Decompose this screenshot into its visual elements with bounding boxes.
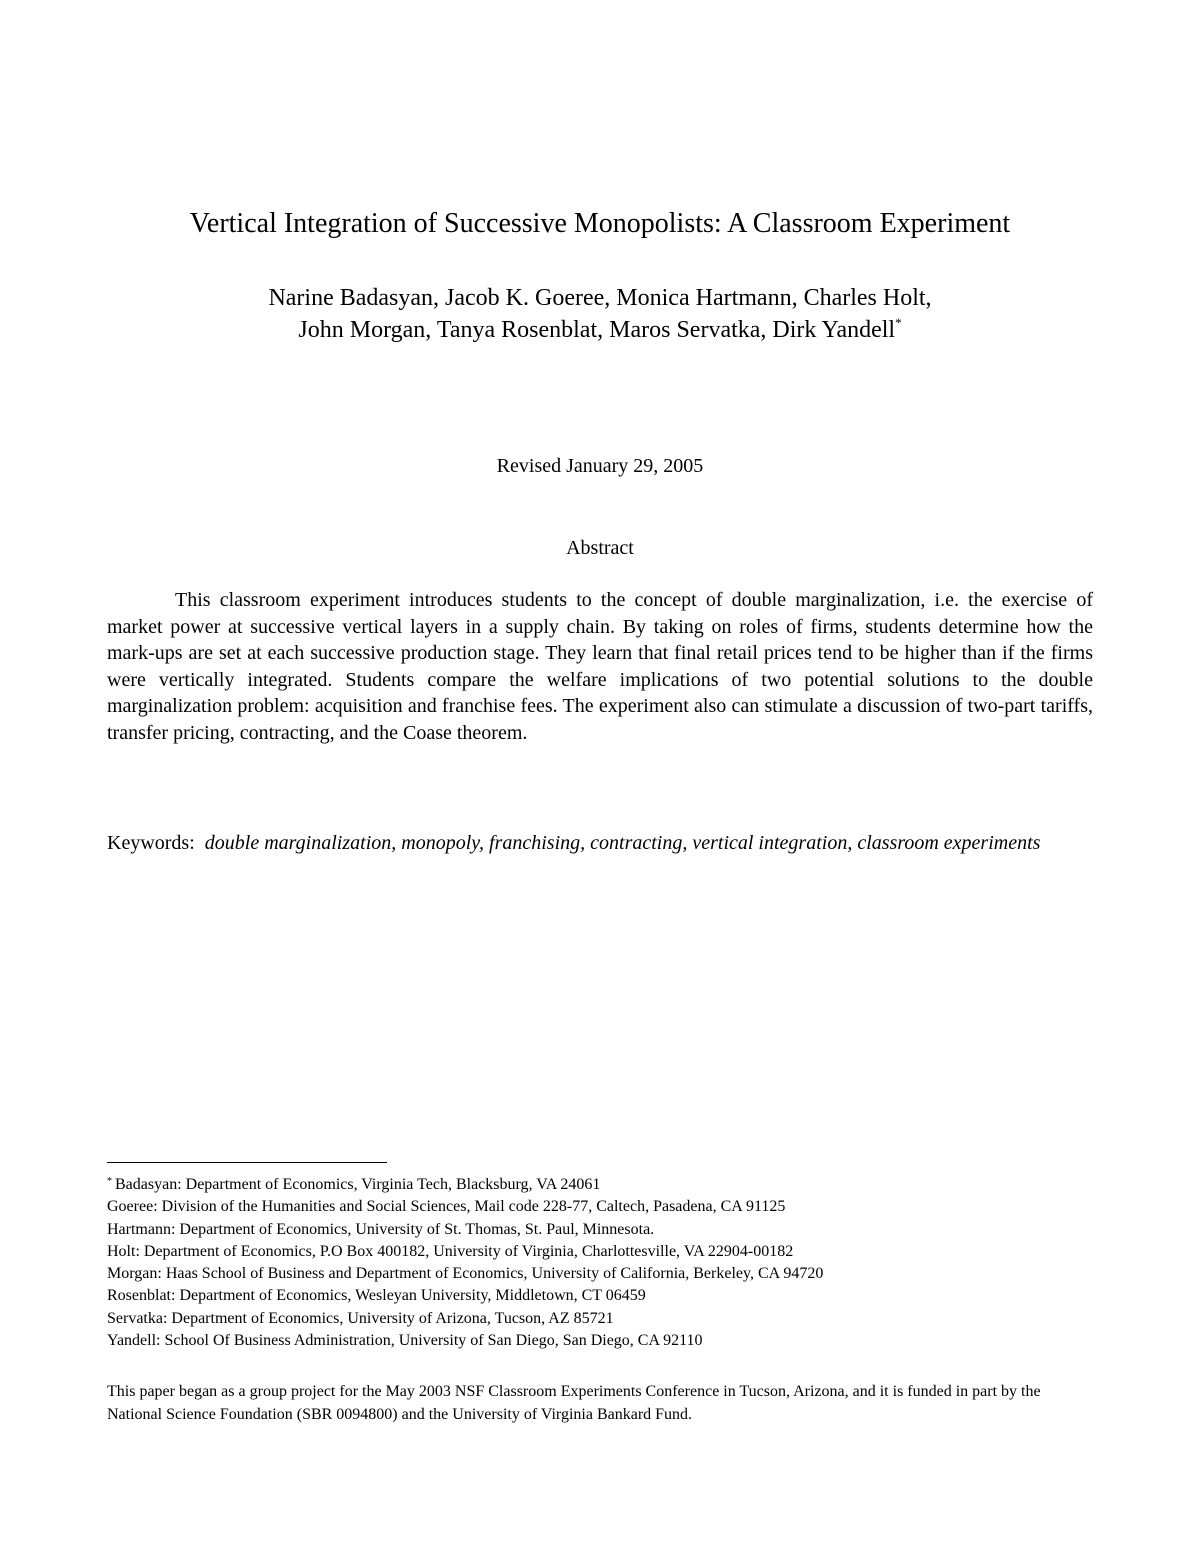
keywords (107, 829, 1093, 857)
footnote-line: Servatka: Department of Economics, University of Arizona, Tucson, AZ 85721 (107, 1309, 614, 1327)
revision-date: Revised January 29, 2005 (496, 455, 704, 477)
footnote-line: Morgan: Haas School of Business and Department of Economics, University of California, Berkeley, CA 94720 (107, 1265, 824, 1283)
funding-note: This paper began as a group project for the May 2003 NSF Classroom Experiments Conference in Tucson, Arizona, and it is funded in part by the National Science Foundation (SBR 0094800) and the University of Virginia Bankard Fund. (107, 1383, 1041, 1423)
author-line-2-wrapper (0, 314, 1200, 346)
footnote-list (107, 1174, 1107, 1352)
footnote-line: Rosenblat: Department of Economics, Wesleyan University, Middletown, CT 06459 (107, 1287, 646, 1305)
footnote-line: Goeree: Division of the Humanities and Social Sciences, Mail code 228-77, Caltech, Pasadena, CA 91125 (107, 1198, 786, 1216)
footnote-text: Badasyan: Department of Economics, Virginia Tech, Blacksburg, VA 24061 (115, 1176, 601, 1193)
author-list (0, 282, 1200, 346)
footnote-line: Yandell: School Of Business Administration, University of San Diego, San Diego, CA 92110 (107, 1332, 703, 1350)
footnote-line: Hartmann: Department of Economics, University of St. Thomas, St. Paul, Minnesota. (107, 1220, 655, 1238)
abstract-heading: Abstract (566, 537, 634, 559)
footnote-marker: * (107, 1176, 112, 1187)
footnote-line (107, 1174, 1107, 1196)
author-line-1: Narine Badasyan, Jacob K. Goeree, Monica Hartmann, Charles Holt, (268, 285, 932, 311)
keywords-label: Keywords: (107, 832, 195, 854)
abstract-body: This classroom experiment introduces students to the concept of double marginalization, i.e. the exercise of market power at successive vertical layers in a supply chain. By taking on roles of firms, students determine how the mark-ups are set at each successive production stage. They learn that final retail prices tend to be higher than if the firms were vertically integrated. Students compare the welfare implications of two potential solutions to the double marginalization problem: acquisition and franchise fees. The experiment also can stimulate a discussion of two-part tariffs, transfer pricing, contracting, and the Coase theorem. (107, 589, 1093, 744)
author-footnote-marker: * (895, 315, 902, 330)
footnote-divider (107, 1162, 387, 1163)
keywords-terms: double marginalization, monopoly, franchising, contracting, vertical integration, classroom experiments (204, 832, 1041, 854)
author-line-2: John Morgan, Tanya Rosenblat, Maros Servatka, Dirk Yandell (298, 317, 896, 343)
paper-title: Vertical Integration of Successive Monopolists: A Classroom Experiment (189, 208, 1011, 239)
footnote-line: Holt: Department of Economics, P.O Box 400182, University of Virginia, Charlottesville, VA 22904-00182 (107, 1242, 794, 1260)
